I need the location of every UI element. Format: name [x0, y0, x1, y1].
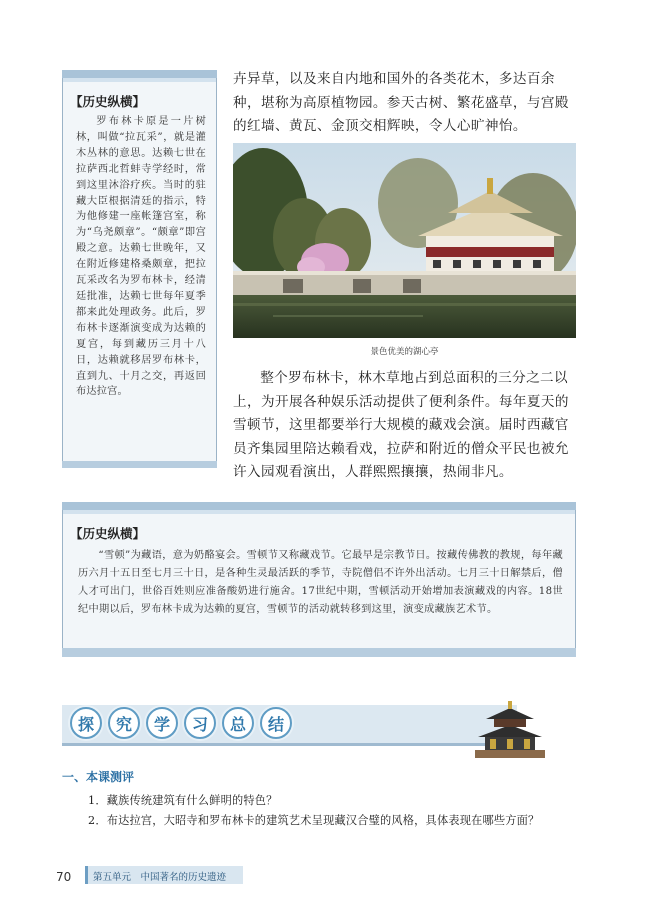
page-number: 70: [56, 870, 72, 884]
wide-box-bottom-bar: [62, 648, 576, 657]
sidebar-top-bar: [62, 70, 217, 78]
banner-char: 究: [108, 707, 140, 739]
wide-box-top-bar-light: [62, 510, 576, 514]
sidebar-left-border: [62, 78, 63, 463]
banner-char: 探: [70, 707, 102, 739]
wide-box-body-text: “雪顿”为藏语，意为奶酪宴会。雪顿节又称藏戏节。它最早是宗教节日。按藏传佛教的教规，每年藏历六月十五日至七月三十日，是各种生灵最活跃的季节，寺院僧侣不许外出活动。七月三十日解禁后，僧人才可出门，世俗百姓则应准备酸奶进行施舍。17世纪中期，雪顿活动开始增加表演藏戏的内容。18世纪中期以后，罗布林卡成为达赖的夏宫，雪顿节的活动就转移到这里，演变成藏族艺术节。: [78, 550, 563, 615]
footer-unit-label: 第五单元 中国著名的历史遗迹: [93, 872, 227, 883]
pavilion-illustration: [470, 700, 550, 760]
review-question-1: 1．藏族传统建筑有什么鲜明的特色？: [88, 794, 278, 807]
main-paragraph-2: 整个罗布林卡，林木草地占到总面积的三分之二以上，为开展各种娱乐活动提供了便利条件。每年夏天的雪顿节，这里都要举行大规模的藏戏会演。届时西藏官员齐集园里陪达赖看戏，拉萨和附近的僧众平民也被允许入园观看演出，人群熙熙攘攘，热闹非凡。: [233, 370, 569, 480]
wide-box-top-bar: [62, 502, 576, 510]
lake-pavilion-photo: [233, 143, 576, 338]
sidebar-body-text: 罗布林卡原是一片树林，叫做“拉瓦采”，就是灌木丛林的意思。达赖七世在拉萨西北哲蚌寺学经时，常到这里沐浴疗疾。当时的驻藏大臣根据清廷的指示，特为他修建一座帐篷宫室，称为“乌尧颇章”。“颇章”即宫殿之意。达赖七世晚年，又在附近修建格桑颇章，把拉瓦采改名为罗布林卡，经清廷批准，达赖七世每年夏季都来此处理政务。此后，罗布林卡逐渐演变成为达赖的夏宫，每到藏历三月十八日，达赖就移居罗布林卡，直到九、十月之交，再返回布达拉宫。: [76, 116, 206, 398]
sidebar-title: 【历史纵横】: [70, 94, 146, 109]
sidebar-right-border: [216, 78, 217, 463]
summary-banner-title: [70, 707, 292, 739]
banner-char: 学: [146, 707, 178, 739]
banner-char: 结: [260, 707, 292, 739]
summary-banner-underline: [62, 743, 517, 746]
wide-box-left-border: [62, 510, 63, 650]
wide-box-right-border: [575, 510, 576, 650]
wide-box-title: 【历史纵横】: [70, 526, 146, 541]
sidebar-bottom-bar: [62, 461, 217, 468]
banner-char: 总: [222, 707, 254, 739]
main-paragraph-1: 卉异草，以及来自内地和国外的各类花木，多达百余种，堪称为高原植物园。参天古树、繁花盛草，与宫殿的红墙、黄瓦、金顶交相辉映，令人心旷神怡。: [233, 71, 569, 134]
banner-char: 习: [184, 707, 216, 739]
review-question-2: 2．布达拉宫，大昭寺和罗布林卡的建筑艺术呈现藏汉合璧的风格，具体表现在哪些方面？: [88, 814, 540, 827]
section-heading-lesson-review: 一、本课测评: [62, 770, 135, 784]
photo-caption: 景色优美的湖心亭: [370, 347, 439, 357]
sidebar-top-bar-light: [62, 78, 217, 82]
